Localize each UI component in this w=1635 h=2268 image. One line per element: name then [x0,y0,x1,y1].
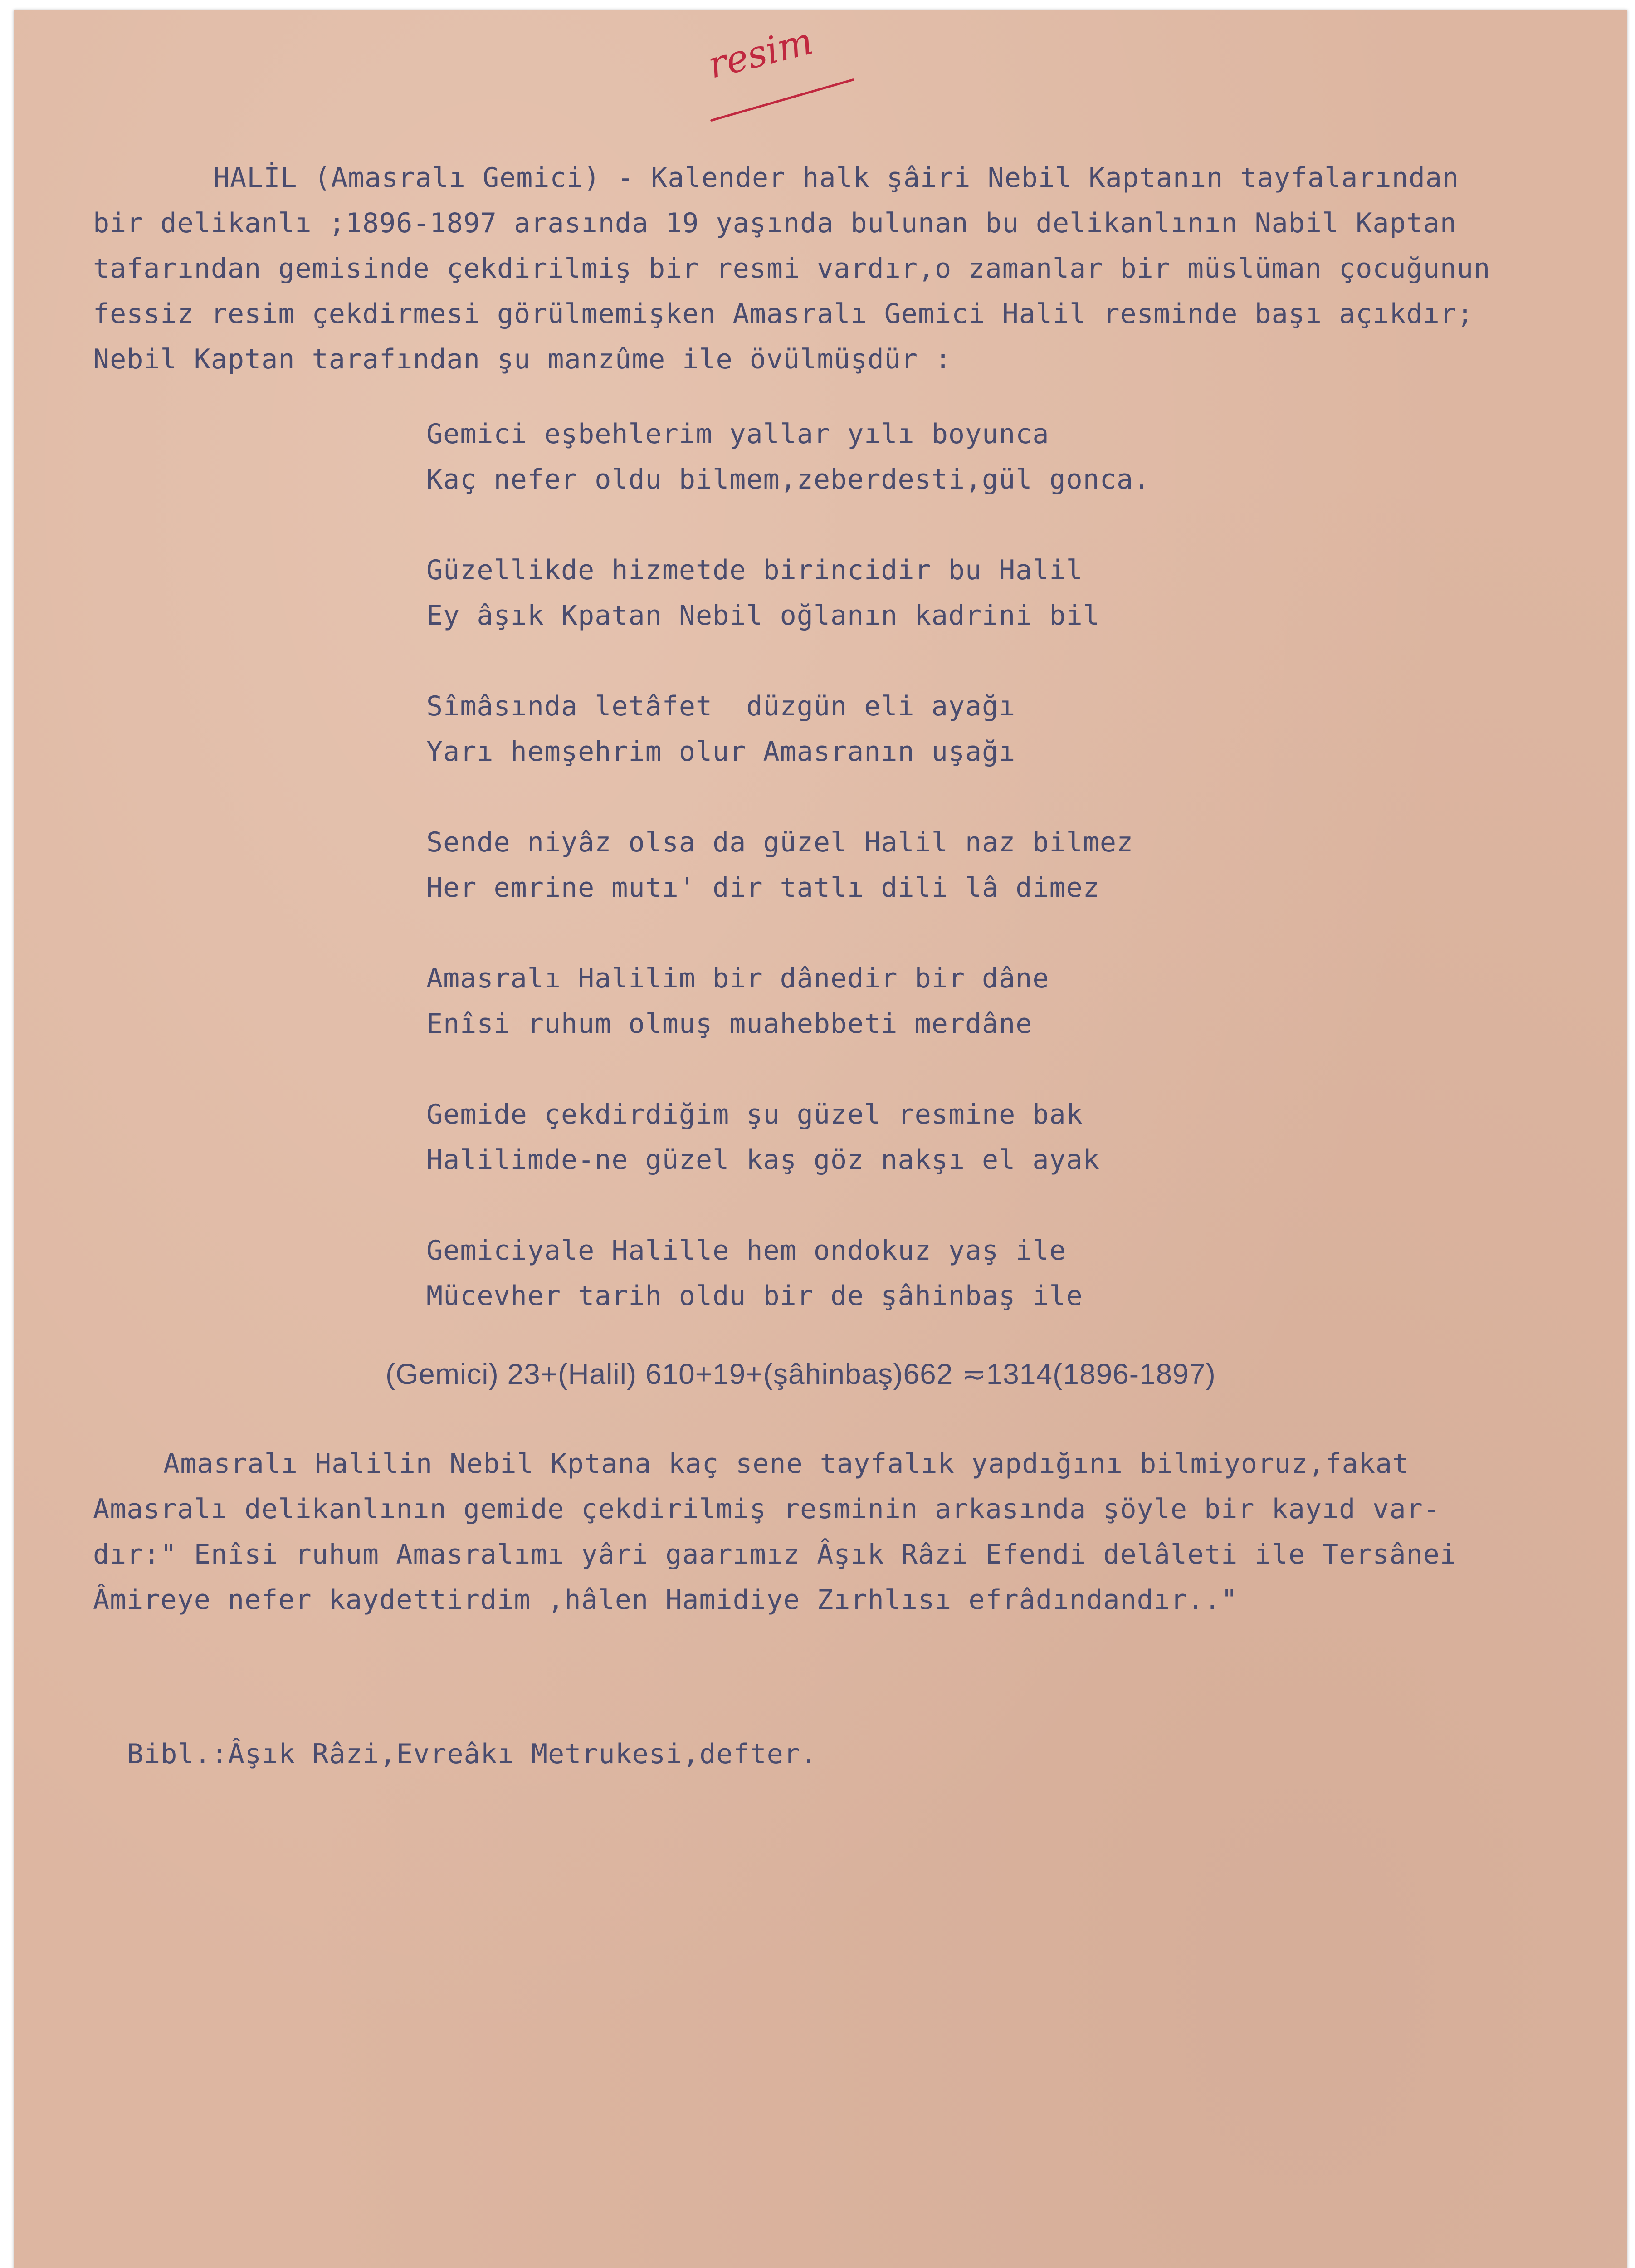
handwritten-annotation: resim [703,20,817,87]
poem-line: Sîmâsında letâfet düzgün eli ayağı [426,690,1016,722]
poem-line: Gemici eşbehlerim yallar yılı boyunca [426,418,1049,450]
closing-line: Âmireye nefer kaydettirdim ,hâlen Hamidiye Zırhlısı efrâdındandır.." [93,1584,1238,1616]
closing-line: Amasralı delikanlının gemide çekdirilmiş resminin arkasında şöyle bir kayıd var- [93,1493,1440,1525]
poem-line: Sende niyâz olsa da güzel Halil naz bilmez [426,826,1134,858]
intro-line: fessiz resim çekdirmesi görülmemişken Amasralı Gemici Halil resminde başı açıkdır; [93,298,1474,330]
poem-line: Gemide çekdirdiğim şu güzel resmine bak [426,1099,1083,1130]
intro-line: HALİL (Amasralı Gemici) - Kalender halk şâiri Nebil Kaptanın tayfalarından [213,162,1459,194]
poem-line: Gemiciyale Halille hem ondokuz yaş ile [426,1235,1066,1266]
poem-line: Yarı hemşehrim olur Amasranın uşağı [426,736,1016,767]
intro-line: Nebil Kaptan tarafından şu manzûme ile övülmüşdür : [93,343,952,375]
closing-line: Amasralı Halilin Nebil Kptana kaç sene tayfalık yapdığını bilmiyoruz,fakat [163,1448,1410,1480]
intro-line: bir delikanlı ;1896-1897 arasında 19 yaşında bulunan bu delikanlının Nabil Kaptan [93,207,1457,239]
poem-line: Halilimde-ne güzel kaş göz nakşı el ayak [426,1144,1100,1176]
poem-line: Amasralı Halilim bir dânedir bir dâne [426,963,1049,994]
annotation-underline [710,78,855,122]
poem-line: Ey âşık Kpatan Nebil oğlanın kadrini bil [426,600,1100,631]
poem-line: Mücevher tarih oldu bir de şâhinbaş ile [426,1280,1083,1312]
bibliography: Bibl.:Âşık Râzi,Evreâkı Metrukesi,defter. [127,1738,818,1770]
poem-line: Kaç nefer oldu bilmem,zeberdesti,gül gonca. [426,464,1151,495]
chronogram-formula: (Gemici) 23+(Halil) 610+19+(şâhinbaş)662 ≂1314(1896-1897) [386,1358,1216,1390]
closing-line: dır:" Enîsi ruhum Amasralımı yâri gaarımız Âşık Râzi Efendi delâleti ile Tersânei [93,1539,1457,1570]
poem-line: Enîsi ruhum olmuş muahebbeti merdâne [426,1008,1033,1040]
poem-line: Güzellikde hizmetde birincidir bu Halil [426,554,1083,586]
poem-line: Her emrine mutı' dir tatlı dili lâ dimez [426,872,1100,904]
intro-line: tafarından gemisinde çekdirilmiş bir resmi vardır,o zamanlar bir müslüman çocuğunun [93,253,1491,284]
document-page [14,10,1627,2268]
